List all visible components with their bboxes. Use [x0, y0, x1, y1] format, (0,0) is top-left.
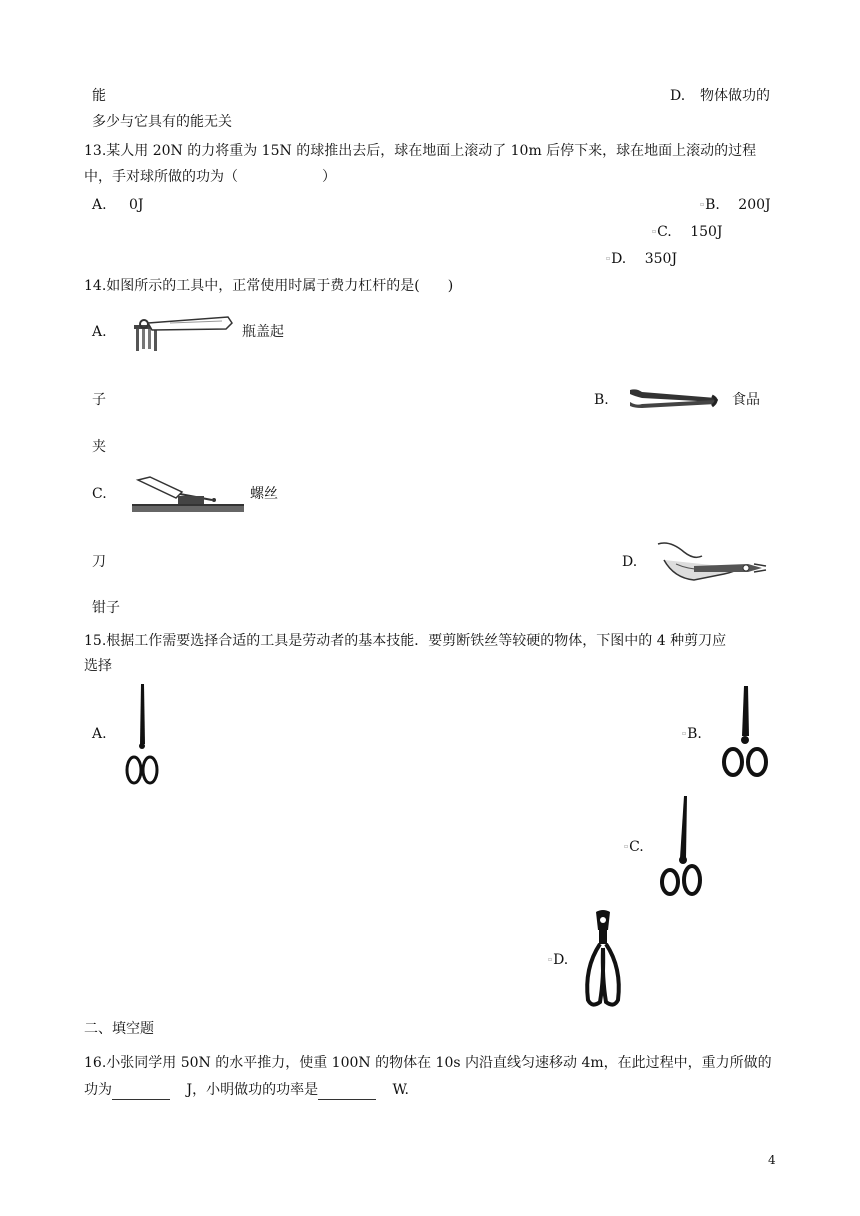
screwdriver-icon [130, 474, 246, 516]
q15-stem-line2: 选择 [84, 658, 112, 674]
bullet-dot-icon: ▫ [700, 201, 705, 208]
q15-option-b-letter[interactable]: ▫B. [682, 726, 702, 742]
q14-option-b-letter[interactable]: B. [594, 392, 609, 408]
q16-line2 [84, 1080, 409, 1100]
short-scissors-icon [720, 684, 770, 782]
q15-stem-line1: 15.根据工作需要选择合适的工具是劳动者的基本技能．要剪断铁丝等较硬的物体，下图中的 4 种剪刀应 [84, 633, 727, 649]
q14-option-b-label-part2: 夹 [92, 439, 106, 455]
option-letter: B. [705, 197, 720, 213]
option-text: 0J [129, 197, 144, 213]
option-letter: D. [611, 251, 627, 267]
bullet-dot-icon: ▫ [606, 255, 611, 262]
q13-option-c[interactable] [652, 222, 723, 242]
option-text: 150J [690, 224, 723, 240]
medium-scissors-icon [658, 794, 704, 902]
option-text: 350J [644, 251, 678, 267]
q12-line2: 多少与它具有的能无关 [92, 114, 232, 130]
q16-line2-suffix: W. [392, 1082, 409, 1098]
answer-blank-2[interactable] [318, 1085, 376, 1100]
food-tongs-icon [626, 384, 722, 412]
q13-option-b[interactable] [700, 195, 771, 215]
answer-blank-1[interactable] [112, 1085, 170, 1100]
q13-option-d[interactable] [606, 249, 677, 269]
q16-line2-prefix: 功为 [84, 1082, 112, 1098]
q14-option-d-letter[interactable]: D. [622, 554, 638, 570]
page-number: 4 [768, 1153, 776, 1167]
q14-option-d-label-part2: 钳子 [92, 600, 120, 616]
q15-option-d-letter[interactable]: ▫D. [548, 952, 569, 968]
q16-line1: 16.小张同学用 50N 的水平推力，使重 100N 的物体在 10s 内沿直线匀速移动 4m，在此过程中，重力所做的 [84, 1055, 772, 1071]
q13-stem-line1: 13.某人用 20N 的力将重为 15N 的球推出去后，球在地面上滚动了 10m 后停下来，球在地面上滚动的过程 [84, 143, 757, 159]
q14-stem: 14.如图所示的工具中，正常使用时属于费力杠杆的是( ) [84, 278, 454, 294]
q12-line1-left: 能 [92, 88, 106, 104]
option-text: 200J [738, 197, 771, 213]
q12-option-d-text: 物体做功的 [700, 88, 770, 104]
section-heading-fill-in: 二、填空题 [84, 1021, 154, 1037]
q14-option-a-letter[interactable]: A. [92, 324, 107, 340]
q13-option-a[interactable] [92, 195, 144, 215]
q15-option-c-letter[interactable]: ▫C. [624, 839, 644, 855]
long-scissors-icon [122, 682, 162, 786]
bullet-dot-icon: ▫ [548, 956, 553, 963]
wire-cutter-icon [578, 908, 628, 1014]
q14-option-c-letter[interactable]: C. [92, 486, 107, 502]
q14-option-c-label-part2: 刀 [92, 554, 106, 570]
q14-option-a-label-part2: 子 [92, 392, 106, 408]
q16-line2-middle: J，小明做功的功率是 [186, 1082, 319, 1098]
bottle-opener-icon [130, 315, 236, 355]
q13-stem-line2: 中，手对球所做的功为（ ） [84, 169, 336, 185]
bullet-dot-icon: ▫ [652, 228, 657, 235]
option-letter: A. [92, 197, 107, 213]
q12-option-d-letter: D. [670, 88, 686, 104]
q15-option-a-letter[interactable]: A. [92, 726, 107, 742]
bullet-dot-icon: ▫ [682, 730, 687, 737]
q14-option-c-label-part1: 螺丝 [250, 486, 278, 502]
bullet-dot-icon: ▫ [624, 843, 629, 850]
option-letter: C. [657, 224, 672, 240]
q14-option-a-label-part1: 瓶盖起 [242, 324, 284, 340]
pliers-icon [654, 538, 768, 590]
q14-option-b-label-part1: 食品 [732, 392, 760, 408]
